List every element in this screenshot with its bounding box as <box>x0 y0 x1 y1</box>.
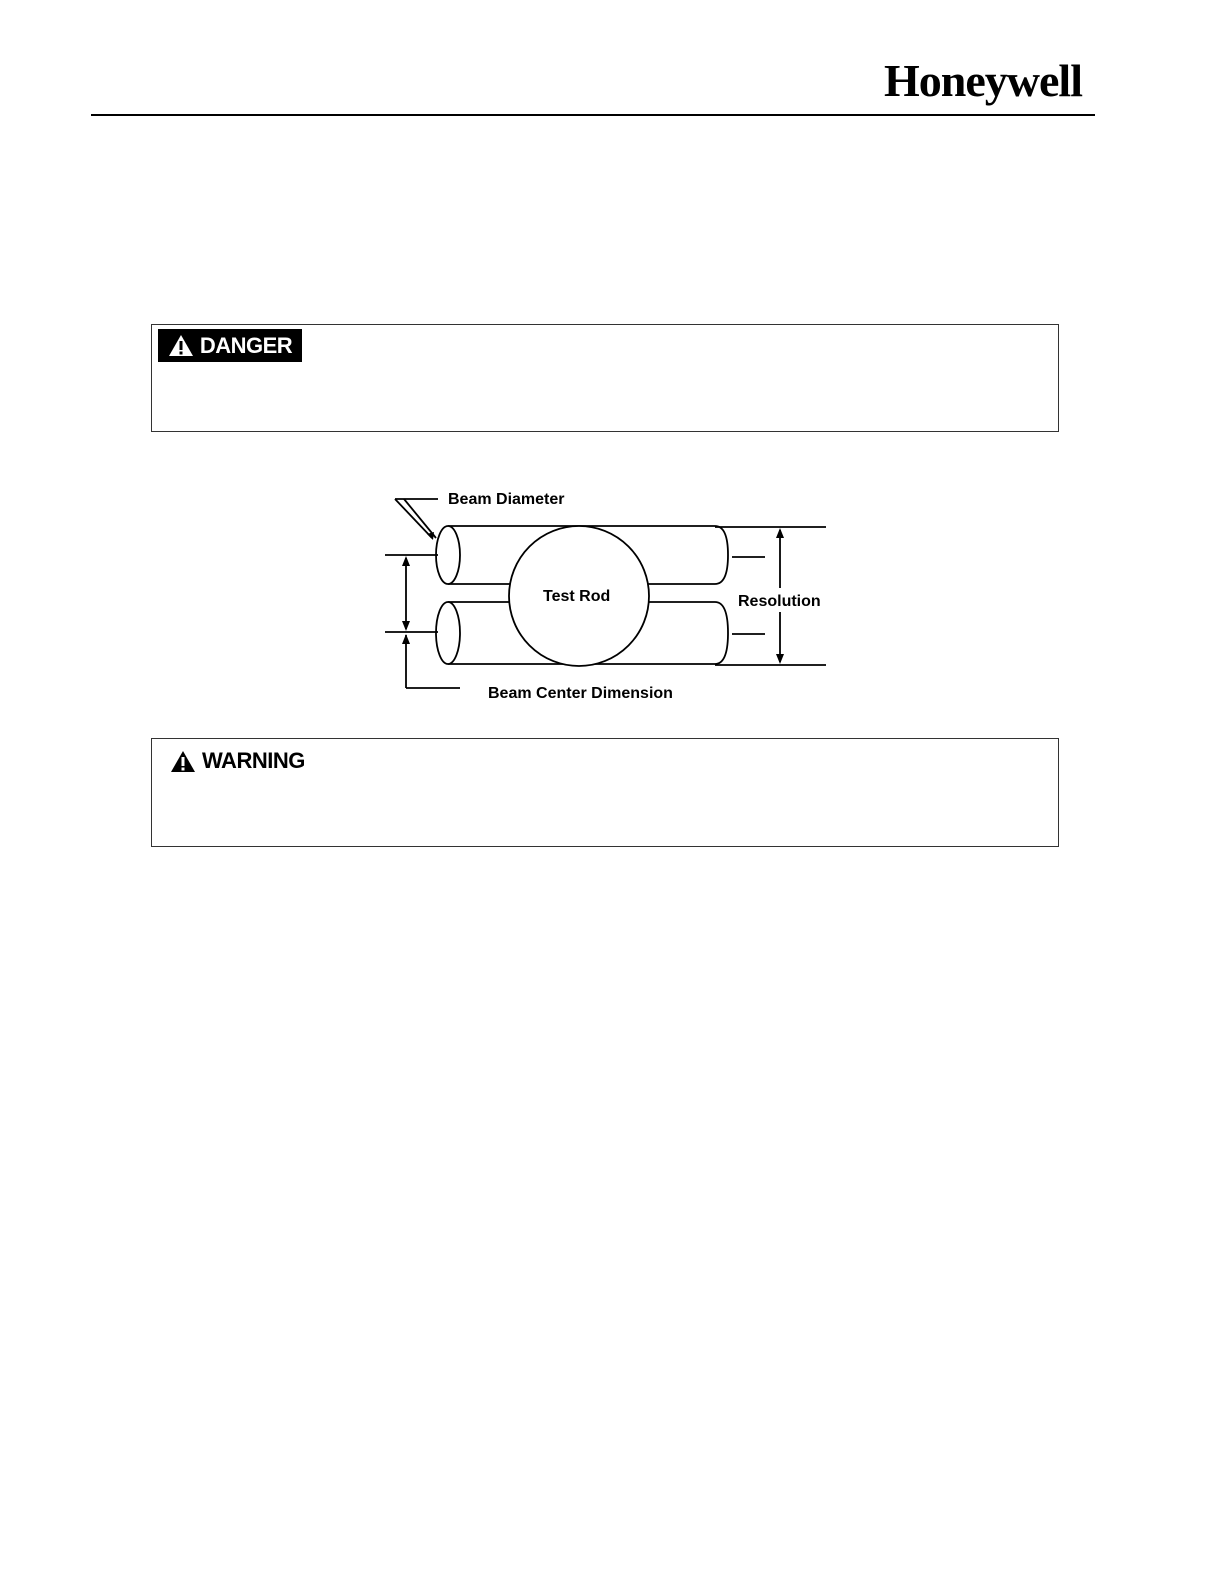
beam-diameter-label: Beam Diameter <box>448 491 565 508</box>
beam-center-dimension-label: Beam Center Dimension <box>488 685 673 702</box>
upper-beam-end <box>436 526 460 584</box>
center-arrow-top <box>402 556 410 566</box>
resolution-diagram-svg <box>360 480 840 710</box>
warning-triangle-icon <box>170 750 196 773</box>
warning-notice-box <box>151 738 1059 847</box>
resolution-diagram <box>360 480 840 710</box>
honeywell-logo: Honeywell <box>884 55 1082 106</box>
lower-beam-end <box>436 602 460 664</box>
warning-triangle-icon <box>168 334 194 357</box>
warning-label-badge <box>170 747 305 775</box>
header-divider <box>91 114 1095 116</box>
danger-label-text: DANGER <box>199 332 293 358</box>
warning-label-text: WARNING <box>202 748 305 773</box>
resolution-arrow-top <box>776 528 784 538</box>
danger-notice-box <box>151 324 1059 432</box>
resolution-label: Resolution <box>738 593 821 610</box>
test-rod-label: Test Rod <box>543 588 611 605</box>
resolution-arrow-bottom <box>776 654 784 664</box>
danger-label-badge <box>158 329 302 362</box>
center-arrow-bottom <box>402 621 410 631</box>
center-arrow-lower <box>402 634 410 644</box>
